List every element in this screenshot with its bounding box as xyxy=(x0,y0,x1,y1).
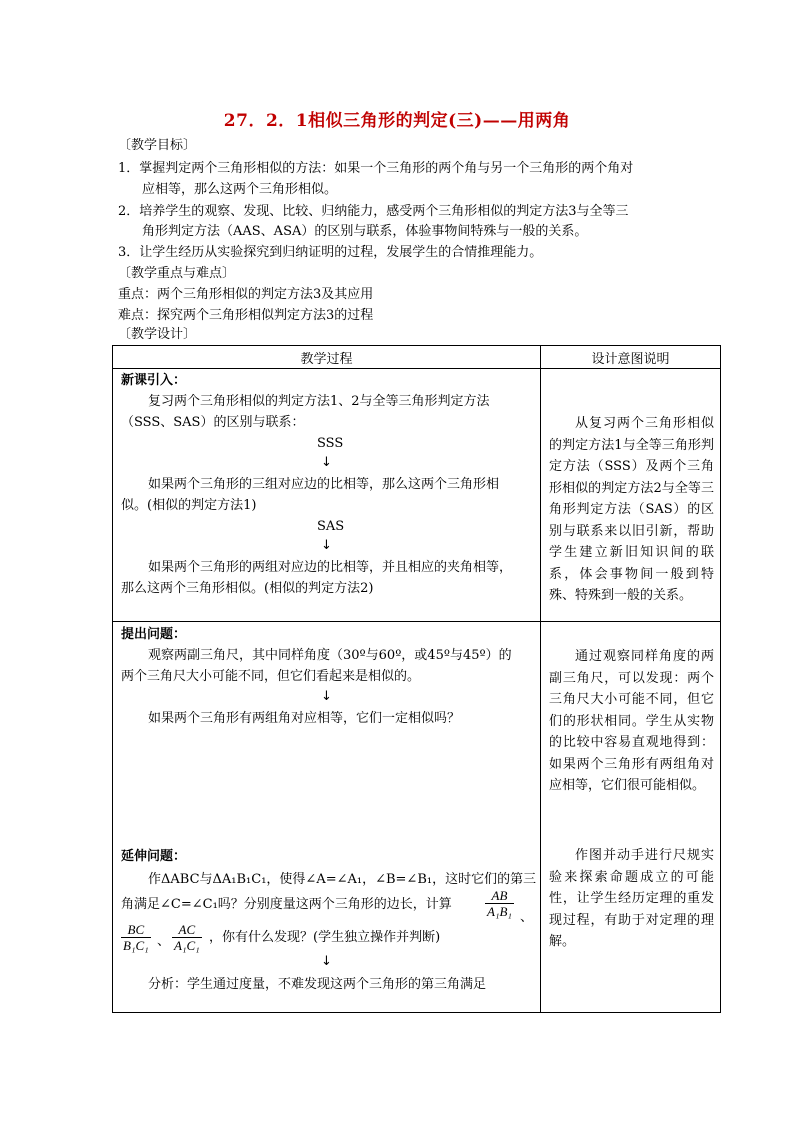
objective-1-cont: 应相等，那么这两个三角形相似。 xyxy=(142,182,338,197)
intro-line: 那么这两个三角形相似。(相似的判定方法2) xyxy=(121,581,374,596)
section-heading: 新课引入： xyxy=(121,373,187,388)
intro-line: （SSS、SAS）的区别与联系： xyxy=(121,415,305,430)
col-header-intent: 设计意图说明 xyxy=(541,346,721,369)
design-heading: 〔教学设计〕 xyxy=(118,327,197,342)
intent-note-2: 通过观察同样角度的两副三角尺，可以发现：两个三角尺大小可能不同，但它们的形状相同。学生从实物的比较中容易直观地得到：如果两个三角形有两组角对应相等，它们很可能相似。 xyxy=(549,649,714,793)
objective-1: 1．掌握判定两个三角形相似的方法：如果一个三角形的两个角与另一个三角形的两个角对 xyxy=(118,161,634,176)
extend-line: ，你有什么发现？(学生独立操作并判断) xyxy=(209,930,441,945)
arrow-down-icon: ↓ xyxy=(321,954,332,969)
sss-label: SSS xyxy=(317,436,344,451)
arrow-down-icon: ↓ xyxy=(321,455,332,470)
intro-line: 如果两个三角形的两组对应边的比相等，并且相应的夹角相等， xyxy=(148,560,513,575)
intro-line: 复习两个三角形相似的判定方法1、2与全等三角形判定方法 xyxy=(148,394,490,409)
arrow-down-icon: ↓ xyxy=(321,538,332,553)
sas-label: SAS xyxy=(317,519,345,534)
extend-line: 作ΔABC与ΔA₁B₁C₁，使得∠A=∠A₁，∠B=∠B₁，这时它们的第三 xyxy=(148,872,537,887)
section-question xyxy=(113,622,540,1012)
fraction-ab: $\frac{AB}{\text{A₁B₁}}$ xyxy=(487,888,512,919)
objective-3: 3．让学生经历从实验探究到归纳证明的过程，发展学生的合情推理能力。 xyxy=(118,245,543,260)
intent-note-3: 作图并动手进行尺规实验来探索命题成立的可能性，让学生经历定理的重发现过程，有助于对定理的理解。 xyxy=(549,848,714,949)
difficulty-text: 难点：探究两个三角形相似判定方法3的过程 xyxy=(118,308,374,323)
section-intro xyxy=(113,369,540,621)
keypoint-text: 重点：两个三角形相似的判定方法3及其应用 xyxy=(118,287,374,302)
objective-2: 2．培养学生的观察、发现、比较、归纳能力，感受两个三角形相似的判定方法3与全等三 xyxy=(118,204,629,219)
fraction-bc: $\frac{BC}{\text{B₁C₁}}$ xyxy=(123,922,149,953)
section-heading: 提出问题： xyxy=(121,627,187,642)
col-header-process: 教学过程 xyxy=(113,346,541,369)
teaching-design-table xyxy=(112,345,721,1013)
objective-2-cont: 角形判定方法（AAS、ASA）的区别与联系，体验事物间特殊与一般的关系。 xyxy=(142,224,588,239)
intro-line: 似。(相似的判定方法1) xyxy=(121,498,257,513)
question-line: 两个三角尺大小可能不同，但它们看起来是相似的。 xyxy=(121,669,421,684)
intent-note-1: 从复习两个三角形相似的判定方法1与全等三角形判定方法（SSS）及两个三角形相似的判定方法2与全等三角形判定方法（SAS）的区别与联系来以旧引新，帮助学生建立新旧知识间的联系，体会事物间一般到特殊、特殊到一般的关系。 xyxy=(549,416,714,603)
separator: 、 xyxy=(520,910,534,925)
fraction-ac: $\frac{AC}{\text{A₁C₁}}$ xyxy=(174,922,200,953)
page-title: 27．2．1相似三角形的判定(三)——用两角 xyxy=(223,111,571,131)
arrow-down-icon: ↓ xyxy=(321,689,332,704)
question-line: 如果两个三角形有两组角对应相等，它们一定相似吗？ xyxy=(148,711,461,726)
extend-line: 角满足∠C=∠C₁吗？分别度量这两个三角形的边长，计算 xyxy=(121,897,452,912)
question-line: 观察两副三角尺，其中同样角度（30º与60º，或45º与45º）的 xyxy=(148,648,512,663)
keypoints-heading: 〔教学重点与难点〕 xyxy=(118,266,236,281)
separator: 、 xyxy=(157,934,171,949)
intro-line: 如果两个三角形的三组对应边的比相等，那么这两个三角形相 xyxy=(148,477,500,492)
section-heading: 延伸问题： xyxy=(121,849,187,864)
extend-line: 分析：学生通过度量，不难发现这两个三角形的第三角满足 xyxy=(148,977,487,992)
objectives-heading: 〔教学目标〕 xyxy=(118,138,197,153)
